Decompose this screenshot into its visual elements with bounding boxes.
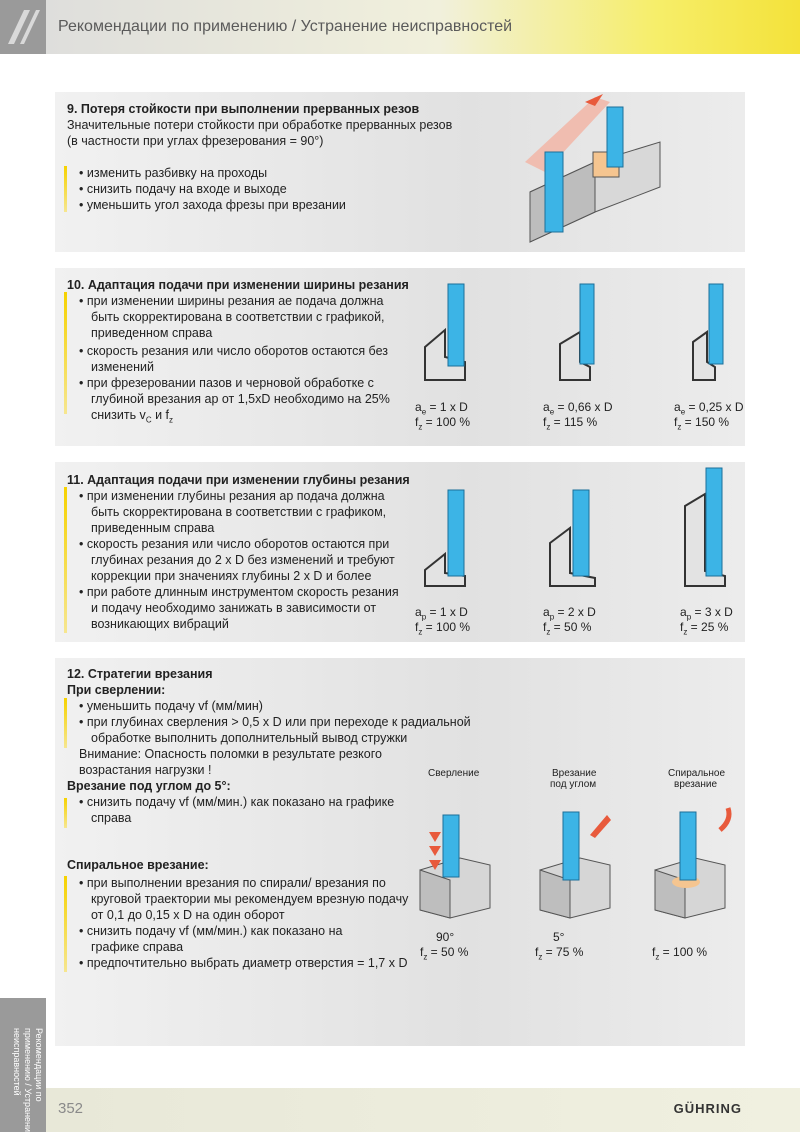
interrupted-cut-illustration [515,92,675,247]
s9-title: 9. Потеря стойкости при выполнении прерванных резов [67,102,420,116]
brand-wordmark: GÜHRING [673,1101,742,1116]
yellow-marker [64,798,67,828]
yellow-marker [64,487,67,633]
s12-text: • предпочтительно выбрать диаметр отверстия = 1,7 x D [79,956,408,970]
s12-text: возрастания нагрузки ! [79,763,212,777]
side-tab-label: Рекомендации по применению / Устранение неисправностей [12,1028,44,1138]
s11-caption-2: $a_p = 2$ x D [543,605,596,622]
s10-text: • при изменении ширины резания ae подача должна [79,294,384,308]
tool-illustration [680,466,740,588]
s12-text: • снизить подачу vf (мм/мин.) как показано на [79,924,343,938]
s11-text: • скорость резания или число оборотов остаются при [79,537,390,551]
ramp-label: под углом [550,779,597,790]
drilling-illustration [415,810,495,922]
helical-label: врезание [674,779,718,790]
ramping-illustration [535,800,615,922]
page-number: 352 [58,1100,84,1117]
s11-text: и подачу необходимо занижать в зависимости от [91,601,377,615]
s11-caption-3: $a_p = 3$ x D [680,605,733,622]
page-title: Рекомендации по применению / Устранение неисправностей [58,18,513,35]
s12-text: обработке выполнить дополнительный вывод стружки [91,731,408,745]
ramp-label: Врезание [552,768,597,779]
s12-text: круговой траектории мы рекомендуем врезную подачу [91,892,409,906]
tool-illustration [420,488,480,588]
s11-caption-3: $f_z = 25$ % [680,620,729,637]
s11-title: 11. Адаптация подачи при изменении глубины резания [67,473,410,487]
ramp-angle: 5° [553,930,565,944]
s12-heading: При сверлении: [67,683,166,697]
s10-caption-1: $a_e = 1$ x D [415,400,468,417]
tool-illustration [685,282,745,382]
s10-text: • скорость резания или число оборотов остаются без [79,344,388,358]
s12-text: от 0,1 до 0,15 x D на один оборот [91,908,285,922]
yellow-marker [64,698,67,748]
s10-text: быть скорректирована в соответствии с графикой, [91,310,385,324]
s11-caption-1: $f_z = 100$ % [415,620,471,637]
s11-caption-1: $a_p = 1$ x D [415,605,468,622]
plunge-angle: 90° [436,930,455,944]
s10-text: изменений [91,360,154,374]
s12-text: Внимание: Опасность поломки в результате резкого [79,747,382,761]
tool-illustration [545,488,605,588]
s11-text: приведенным справа [91,521,215,535]
s10-caption-2: $a_e = 0,66$ x D [543,400,613,417]
s11-text: глубинах резания до 2 x D без изменений и требуют [91,553,395,567]
plunge-feed: $f_z = 50$ % [420,945,469,962]
s10-caption-1: $f_z = 100$ % [415,415,471,432]
yellow-marker [64,292,67,414]
s10-title: 10. Адаптация подачи при изменении ширины резания [67,278,409,292]
s12-text: • при выполнении врезания по спирали/ врезания по [79,876,386,890]
s12-text: • уменьшить подачу vf (мм/мин) [79,699,263,713]
s11-text: • при изменении глубины резания ap подача должна [79,489,385,503]
s11-text: • при работе длинным инструментом скорость резания [79,585,399,599]
helical-illustration [650,800,740,922]
s12-heading: Врезание под углом до 5°: [67,779,231,793]
s12-title: 12. Стратегии врезания [67,667,213,681]
s10-text: приведенном справа [91,326,213,340]
tool-illustration [550,282,610,382]
s12-text: • при глубинах сверления > 0,5 x D или при переходе к радиальной [79,715,471,729]
s11-text: быть скорректирована в соответствии с графиком, [91,505,387,519]
s9-bullet: • снизить подачу на входе и выходе [79,182,287,196]
s9-bullet: • уменьшить угол захода фрезы при врезании [79,198,346,212]
s10-caption-2: $f_z = 115$ % [543,415,598,432]
s12-heading: Спиральное врезание: [67,858,209,872]
logo-stripes-icon [0,0,46,54]
s10-text: глубиной врезания ap от 1,5xD необходимо на 25% [91,392,390,406]
brand-logo [0,0,46,54]
plunge-label: Сверление [428,768,480,779]
yellow-marker [64,876,67,972]
s10-caption-3: $a_e = 0,25$ x D [674,400,744,417]
s9-bullet: • изменить разбивку на проходы [79,166,268,180]
s9-text: Значительные потери стойкости при обработке прерванных резов [67,118,453,132]
s10-caption-3: $f_z = 150$ % [674,415,730,432]
tool-illustration [420,282,480,382]
s11-text: коррекции при значениях глубины 2 x D и более [91,569,372,583]
s10-text: снизить $v_C$ и $f_z$ [91,408,173,425]
s12-text: графике справа [91,940,184,954]
ramp-feed: $f_z = 75$ % [535,945,584,962]
yellow-marker [64,166,67,212]
s11-text: возникающих вибраций [91,617,229,631]
helical-feed: $f_z = 100$ % [652,945,708,962]
s11-caption-2: $f_z = 50$ % [543,620,592,637]
helical-label: Спиральное [668,768,726,779]
s12-text: • снизить подачу vf (мм/мин.) как показано на графике [79,795,395,809]
s12-text: справа [91,811,132,825]
s10-text: • при фрезеровании пазов и черновой обработке с [79,376,374,390]
s9-text: (в частности при углах фрезерования = 90°) [67,134,324,148]
